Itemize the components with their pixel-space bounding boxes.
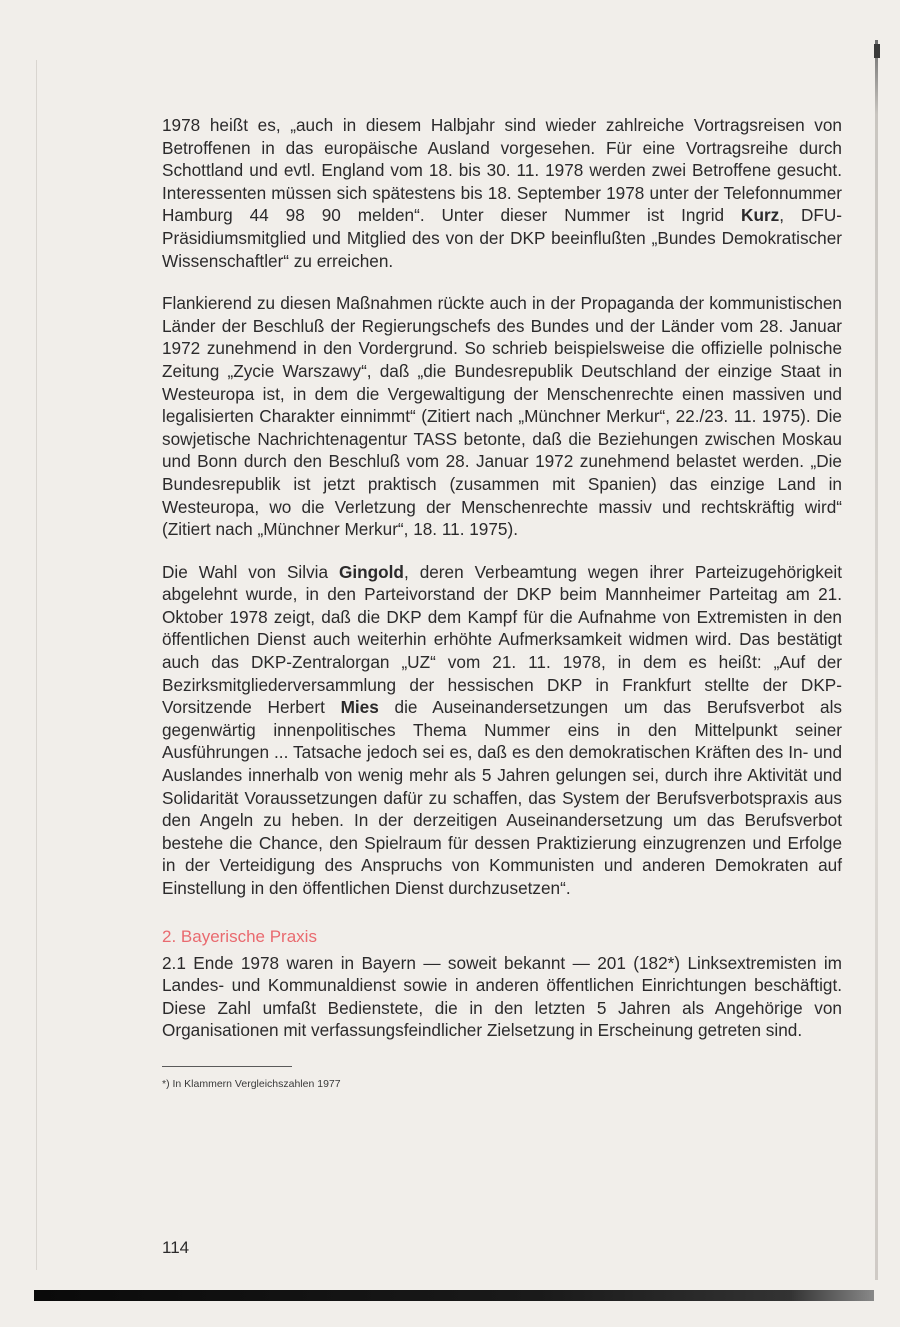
footnote-divider	[162, 1066, 292, 1067]
paragraph-2	[162, 292, 842, 541]
page-number: 114	[162, 1238, 190, 1257]
paragraph-3-text-b: , deren Verbeamtung wegen ihrer Parteizugehörigkeit abgelehnt wurde, in den Parteivorstand der DKP beim Mannheimer Parteitag am 21. Oktober 1978 zeigt, daß die DKP dem Kampf für die Aufnahme von Extremisten in den öffentlichen Dienst auch weiterhin erhöhte Aufmerksamkeit widmen wird. Das bestätigt auch das DKP-Zentralorgan „UZ“ vom 21. 11. 1978, in dem es heißt: „Auf der Bezirksmitgliederversammlung der hessischen DKP in Frankfurt stellte der DKP-Vorsitzende Herbert	[162, 561, 842, 718]
page-body	[162, 114, 842, 1091]
name-kurz: Kurz	[741, 205, 780, 226]
paragraph-1-text-a: 1978 heißt es, „auch in diesem Halbjahr sind wieder zahlreiche Vortragsreisen von Betroffenen in das europäische Ausland vorgesehen. Für eine Vortragsreihe durch Schottland und evtl. England vom 18. bis 30. 11. 1978 werden zwei Betroffene gesucht. Interessenten müssen sich spätestens bis 18. September 1978 unter der Telefonnummer Hamburg 44 98 90 melden“. Unter dieser Nummer ist Ingrid	[162, 115, 842, 226]
paragraph-3-text-c: die Auseinandersetzungen um das Berufsverbot als gegenwärtig innenpolitisches Thema Nummer eins in den Mittelpunkt seiner Ausführungen ... Tatsache jedoch sei es, daß es den demokratischen Kräften des In- und Auslandes innerhalb von wenig mehr als 5 Jahren gelungen sei, durch ihre Aktivität und Solidarität Voraussetzungen dafür zu schaffen, das System der Berufsverbotspraxis aus den Angeln zu heben. In der derzeitigen Auseinandersetzung um das Berufsverbot bestehe die Chance, den Spielraum für dessen Praktizierung einzugrenzen und Erfolge in der Verteidigung des Anspruchs von Kommunisten und anderen Demokraten auf Einstellung in den öffentlichen Dienst durchzusetzen“.	[162, 697, 842, 898]
footnote: *) In Klammern Vergleichszahlen 1977	[162, 1077, 341, 1090]
scan-bottom-bar	[34, 1290, 874, 1301]
paragraph-1	[162, 114, 842, 272]
scan-edge-left	[36, 60, 37, 1270]
paragraph-3-text-a: Die Wahl von Silvia	[162, 561, 340, 582]
scan-edge-mark	[874, 44, 880, 58]
name-mies: Mies	[340, 697, 379, 718]
paragraph-1-text-b: , DFU-Präsidiumsmitglied und Mitglied des von der DKP beeinflußten „Bundes Demokratischer Wissenschaftler“ zu erreichen.	[162, 205, 842, 271]
paragraph-2-text: Flankierend zu diesen Maßnahmen rückte auch in der Propaganda der kommunistischen Länder der Beschluß der Regierungschefs des Bundes und der Länder vom 28. Januar 1972 zunehmend in den Vordergrund. So schrieb beispielsweise die offizielle polnische Zeitung „Zycie Warszawy“, daß „die Bundesrepublik Deutschland der einzige Staat in Westeuropa ist, in dem die Vergewaltigung der Menschenrechte einen massiven und legalisierten Charakter einnimmt“ (Zitiert nach „Münchner Merkur“, 22./23. 11. 1975). Die sowjetische Nachrichtenagentur TASS betonte, daß die Beziehungen zwischen Moskau und Bonn durch den Beschluß vom 28. Januar 1972 zunehmend belastet werden. „Die Bundesrepublik ist jetzt praktisch (zusammen mit Spanien) das einzige Land in Westeuropa, wo die Verletzung der Menschenrechte massiv und rechtskräftig wird“ (Zitiert nach „Münchner Merkur“, 18. 11. 1975).	[162, 293, 842, 540]
paragraph-3	[162, 561, 842, 900]
scan-edge-right	[875, 40, 878, 1280]
section-heading: 2. Bayerische Praxis	[162, 926, 317, 946]
name-gingold: Gingold	[339, 561, 404, 582]
section-paragraph: 2.1 Ende 1978 waren in Bayern — soweit bekannt — 201 (182*) Linksextremisten im Landes- und Kommunaldienst sowie in anderen öffentlichen Einrichtungen beschäftigt. Diese Zahl umfaßt Bedienstete, die in den letzten 5 Jahren als Angehörige von Organisationen mit verfassungsfeindlicher Zielsetzung in Erscheinung getreten sind.	[162, 952, 842, 1041]
